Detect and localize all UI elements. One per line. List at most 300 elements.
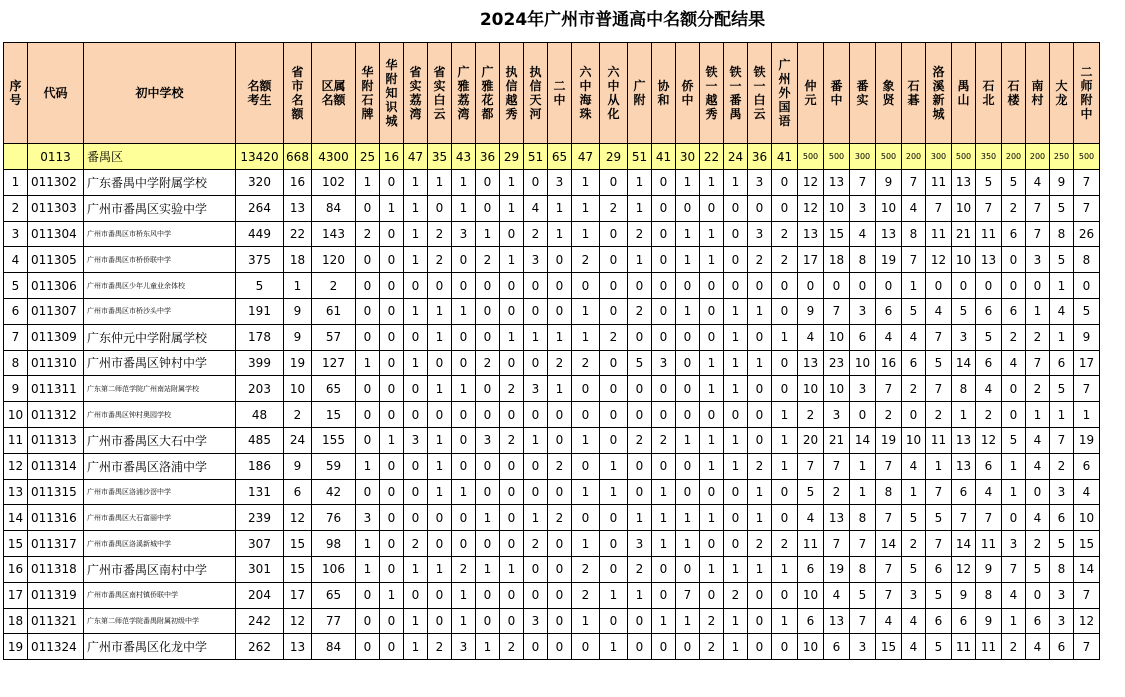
- table-cell: 1: [452, 479, 476, 505]
- column-header: [976, 43, 1002, 144]
- table-cell: 84: [312, 195, 356, 221]
- table-cell: 17: [798, 247, 824, 273]
- table-cell: 1: [676, 221, 700, 247]
- table-cell: 0: [676, 350, 700, 376]
- table-cell: 9: [284, 453, 312, 479]
- table-cell: 6: [926, 608, 952, 634]
- table-cell: 0: [1026, 273, 1050, 299]
- table-cell: 0: [700, 298, 724, 324]
- table-cell: 7: [850, 170, 876, 196]
- table-cell: 4: [926, 298, 952, 324]
- table-cell: 1: [700, 170, 724, 196]
- table-cell: 1: [476, 634, 500, 660]
- table-cell: 3: [524, 608, 548, 634]
- column-header: [748, 43, 772, 144]
- table-cell: 2: [902, 376, 926, 402]
- table-cell: 0: [428, 505, 452, 531]
- table-row: [4, 427, 1100, 453]
- table-cell: 0: [356, 427, 380, 453]
- table-cell: 0: [748, 427, 772, 453]
- school-code-cell: 011306: [28, 273, 84, 299]
- table-cell: 0: [824, 273, 850, 299]
- table-cell: 0: [748, 324, 772, 350]
- table-cell: 6: [4, 298, 28, 324]
- table-cell: 0: [700, 582, 724, 608]
- table-cell: 131: [236, 479, 284, 505]
- table-cell: 1: [428, 170, 452, 196]
- table-cell: 0: [380, 402, 404, 428]
- table-row: [4, 479, 1100, 505]
- table-cell: 14: [876, 531, 902, 557]
- table-cell: 7: [952, 505, 976, 531]
- table-cell: 1: [772, 324, 798, 350]
- table-cell: 106: [312, 556, 356, 582]
- table-cell: 19: [1074, 427, 1100, 453]
- table-cell: 5: [1074, 298, 1100, 324]
- table-cell: 7: [1026, 195, 1050, 221]
- table-cell: 9: [976, 556, 1002, 582]
- table-cell: 6: [926, 556, 952, 582]
- column-header-label: 大龙: [1055, 78, 1068, 107]
- table-cell: 0: [452, 505, 476, 531]
- table-cell: 7: [676, 582, 700, 608]
- table-cell: 2: [700, 634, 724, 660]
- table-cell: 375: [236, 247, 284, 273]
- table-cell: 3: [404, 427, 428, 453]
- table-cell: 1: [428, 376, 452, 402]
- table-cell: 1: [952, 402, 976, 428]
- table-cell: 2: [748, 247, 772, 273]
- school-name-cell: 广州市番禺区大石中学: [84, 427, 236, 453]
- table-cell: 13: [798, 350, 824, 376]
- table-cell: 1: [652, 479, 676, 505]
- table-cell: 0: [380, 453, 404, 479]
- table-cell: 5: [926, 505, 952, 531]
- table-cell: 2: [876, 402, 902, 428]
- table-cell: 3: [902, 582, 926, 608]
- table-cell: 186: [236, 453, 284, 479]
- table-cell: 1: [700, 556, 724, 582]
- column-header-label: 广州外国语: [778, 57, 791, 128]
- school-code-cell: 011317: [28, 531, 84, 557]
- table-cell: 0: [772, 505, 798, 531]
- table-cell: 77: [312, 608, 356, 634]
- summary-cell: 29: [500, 144, 524, 170]
- table-cell: 0: [652, 376, 676, 402]
- table-cell: 2: [476, 247, 500, 273]
- table-cell: 2: [428, 221, 452, 247]
- table-cell: 2: [600, 324, 628, 350]
- table-cell: 0: [476, 582, 500, 608]
- table-cell: 0: [380, 634, 404, 660]
- table-cell: 1: [524, 505, 548, 531]
- summary-cell: 番禺区: [84, 144, 236, 170]
- school-name-cell: 广东第二师范学院番禺附属初级中学: [84, 608, 236, 634]
- table-cell: 7: [1074, 376, 1100, 402]
- table-cell: 0: [356, 195, 380, 221]
- table-cell: 1: [600, 479, 628, 505]
- table-cell: 7: [876, 453, 902, 479]
- table-cell: 1: [676, 505, 700, 531]
- table-cell: 1: [1002, 608, 1026, 634]
- table-cell: 4: [1026, 634, 1050, 660]
- table-cell: 2: [628, 427, 652, 453]
- table-cell: 0: [1002, 505, 1026, 531]
- table-cell: 16: [876, 350, 902, 376]
- table-cell: 3: [748, 221, 772, 247]
- table-cell: 19: [284, 350, 312, 376]
- table-cell: 9: [976, 608, 1002, 634]
- column-header: [312, 43, 356, 144]
- table-cell: 204: [236, 582, 284, 608]
- table-cell: 7: [1026, 350, 1050, 376]
- table-cell: 5: [952, 298, 976, 324]
- table-cell: 1: [724, 324, 748, 350]
- table-cell: 0: [452, 273, 476, 299]
- school-name-cell: 广州市番禺区市桥东风中学: [84, 221, 236, 247]
- table-cell: 2: [1002, 634, 1026, 660]
- table-cell: 2: [476, 350, 500, 376]
- table-cell: 1: [356, 453, 380, 479]
- table-cell: 26: [1074, 221, 1100, 247]
- table-cell: 2: [798, 402, 824, 428]
- table-cell: 0: [380, 376, 404, 402]
- table-cell: 19: [4, 634, 28, 660]
- table-cell: 0: [1026, 479, 1050, 505]
- table-cell: 4: [876, 608, 902, 634]
- table-row: [4, 402, 1100, 428]
- column-header-label: 六中从化: [607, 64, 620, 121]
- table-cell: 1: [284, 273, 312, 299]
- column-header-label: 协和: [657, 78, 670, 107]
- table-cell: 8: [952, 376, 976, 402]
- table-cell: 11: [926, 221, 952, 247]
- table-cell: 127: [312, 350, 356, 376]
- table-cell: 0: [676, 453, 700, 479]
- table-cell: 16: [284, 170, 312, 196]
- column-header-label: 石楼: [1007, 78, 1020, 107]
- table-cell: 8: [1074, 247, 1100, 273]
- table-cell: 1: [724, 634, 748, 660]
- district-summary-row: [4, 144, 1100, 170]
- column-header-label: 省市名额: [291, 64, 304, 121]
- table-cell: 0: [452, 247, 476, 273]
- school-name-cell: 广州市番禺区南村镇侨联中学: [84, 582, 236, 608]
- table-cell: 1: [676, 427, 700, 453]
- school-code-cell: 011324: [28, 634, 84, 660]
- table-cell: 0: [404, 505, 428, 531]
- table-cell: 120: [312, 247, 356, 273]
- table-cell: 5: [926, 634, 952, 660]
- table-cell: 8: [876, 479, 902, 505]
- table-cell: 2: [824, 479, 850, 505]
- table-cell: 10: [824, 195, 850, 221]
- table-cell: 2: [500, 376, 524, 402]
- table-cell: 6: [902, 350, 926, 376]
- table-cell: 3: [476, 427, 500, 453]
- table-cell: 7: [976, 505, 1002, 531]
- column-header: [652, 43, 676, 144]
- column-header: [926, 43, 952, 144]
- table-cell: 2: [772, 531, 798, 557]
- table-cell: 0: [380, 350, 404, 376]
- table-cell: 0: [500, 221, 524, 247]
- table-cell: 13: [4, 479, 28, 505]
- table-cell: 12: [284, 608, 312, 634]
- table-row: [4, 505, 1100, 531]
- table-cell: 0: [676, 273, 700, 299]
- table-cell: 1: [380, 427, 404, 453]
- summary-cell: 51: [628, 144, 652, 170]
- table-cell: 7: [876, 505, 902, 531]
- table-cell: 0: [652, 324, 676, 350]
- table-cell: 17: [4, 582, 28, 608]
- table-cell: 1: [404, 556, 428, 582]
- table-cell: 12: [976, 427, 1002, 453]
- table-cell: 7: [1050, 427, 1074, 453]
- table-cell: 57: [312, 324, 356, 350]
- table-cell: 0: [356, 634, 380, 660]
- table-row: [4, 453, 1100, 479]
- table-cell: 1: [356, 531, 380, 557]
- table-row: [4, 298, 1100, 324]
- summary-cell: 500: [824, 144, 850, 170]
- table-cell: 2: [1026, 376, 1050, 402]
- table-cell: 3: [452, 221, 476, 247]
- table-cell: 42: [312, 479, 356, 505]
- table-cell: 1: [628, 170, 652, 196]
- table-cell: 1: [748, 298, 772, 324]
- school-code-cell: 011312: [28, 402, 84, 428]
- column-header-label: 洛溪新城: [932, 64, 945, 121]
- table-cell: 1: [700, 505, 724, 531]
- quota-table: [3, 42, 1100, 660]
- table-cell: 11: [976, 221, 1002, 247]
- table-cell: 4: [902, 453, 926, 479]
- column-header: [380, 43, 404, 144]
- table-cell: 1: [628, 505, 652, 531]
- summary-cell: 43: [452, 144, 476, 170]
- table-cell: 0: [476, 195, 500, 221]
- column-header-label: 象贤: [882, 78, 895, 107]
- table-cell: 307: [236, 531, 284, 557]
- table-cell: 242: [236, 608, 284, 634]
- table-cell: 10: [1074, 505, 1100, 531]
- table-cell: 102: [312, 170, 356, 196]
- column-header: [1002, 43, 1026, 144]
- table-cell: 1: [404, 195, 428, 221]
- column-header-label: 广雅荔湾: [457, 64, 470, 121]
- table-cell: 0: [600, 427, 628, 453]
- table-cell: 0: [748, 376, 772, 402]
- column-header-label: 华附知识城: [385, 57, 398, 128]
- table-cell: 7: [926, 531, 952, 557]
- table-cell: 8: [850, 556, 876, 582]
- table-cell: 12: [798, 195, 824, 221]
- column-header-label: 区属名额: [321, 78, 346, 107]
- table-cell: 9: [284, 298, 312, 324]
- column-header: [798, 43, 824, 144]
- column-header-label: 侨中: [681, 78, 694, 107]
- table-cell: 10: [798, 582, 824, 608]
- column-header: [4, 43, 28, 144]
- table-cell: 1: [772, 608, 798, 634]
- table-cell: 0: [452, 324, 476, 350]
- table-cell: 1: [476, 556, 500, 582]
- school-name-cell: 广州市番禺区钟村中学: [84, 350, 236, 376]
- table-cell: 3: [1050, 582, 1074, 608]
- table-cell: 10: [824, 376, 850, 402]
- table-cell: 0: [652, 221, 676, 247]
- school-code-cell: 011315: [28, 479, 84, 505]
- table-cell: 6: [850, 324, 876, 350]
- table-cell: 0: [600, 402, 628, 428]
- table-cell: 0: [380, 170, 404, 196]
- table-cell: 0: [652, 453, 676, 479]
- table-cell: 262: [236, 634, 284, 660]
- table-cell: 0: [850, 273, 876, 299]
- table-cell: 1: [404, 247, 428, 273]
- table-cell: 0: [428, 273, 452, 299]
- column-header: [236, 43, 284, 144]
- table-cell: 0: [724, 505, 748, 531]
- table-cell: 1: [548, 221, 572, 247]
- table-cell: 3: [824, 402, 850, 428]
- table-cell: 0: [628, 324, 652, 350]
- school-code-cell: 011313: [28, 427, 84, 453]
- table-cell: 0: [628, 479, 652, 505]
- table-cell: 0: [652, 582, 676, 608]
- table-cell: 0: [676, 376, 700, 402]
- table-cell: 9: [798, 298, 824, 324]
- table-cell: 20: [798, 427, 824, 453]
- table-cell: 0: [676, 634, 700, 660]
- table-row: [4, 556, 1100, 582]
- table-cell: 6: [1026, 608, 1050, 634]
- table-cell: 0: [700, 324, 724, 350]
- table-cell: 0: [476, 324, 500, 350]
- summary-cell: 13420: [236, 144, 284, 170]
- table-cell: 13: [952, 427, 976, 453]
- column-header-label: 广附: [633, 78, 646, 107]
- table-cell: 1: [500, 247, 524, 273]
- table-cell: 4: [976, 479, 1002, 505]
- summary-cell: 47: [404, 144, 428, 170]
- table-cell: 2: [748, 453, 772, 479]
- table-cell: 11: [4, 427, 28, 453]
- table-cell: 2: [284, 402, 312, 428]
- table-cell: 10: [876, 195, 902, 221]
- page-title: 2024年广州市普通高中名额分配结果: [479, 10, 766, 30]
- table-cell: 0: [476, 453, 500, 479]
- summary-cell: 668: [284, 144, 312, 170]
- table-cell: 13: [284, 195, 312, 221]
- table-cell: 0: [548, 402, 572, 428]
- table-cell: 7: [798, 453, 824, 479]
- school-name-cell: 广东番禺中学附属学校: [84, 170, 236, 196]
- table-cell: 4: [1026, 427, 1050, 453]
- column-header-label: 执信天河: [529, 64, 542, 121]
- table-cell: 14: [850, 427, 876, 453]
- table-cell: 15: [824, 221, 850, 247]
- table-cell: 0: [600, 170, 628, 196]
- table-cell: 0: [500, 453, 524, 479]
- table-cell: 11: [952, 634, 976, 660]
- table-cell: 0: [380, 556, 404, 582]
- table-cell: 12: [798, 170, 824, 196]
- table-cell: 19: [876, 247, 902, 273]
- table-cell: 3: [850, 298, 876, 324]
- school-code-cell: 011304: [28, 221, 84, 247]
- table-cell: 0: [500, 582, 524, 608]
- table-cell: 1: [404, 170, 428, 196]
- column-header-label: 华附石牌: [361, 64, 374, 121]
- table-cell: 13: [876, 221, 902, 247]
- table-cell: 1: [628, 247, 652, 273]
- table-cell: 10: [952, 247, 976, 273]
- column-header-label: 二中: [553, 78, 566, 107]
- table-cell: 21: [824, 427, 850, 453]
- table-cell: 5: [976, 170, 1002, 196]
- table-cell: 7: [1074, 170, 1100, 196]
- table-cell: 0: [600, 505, 628, 531]
- table-cell: 3: [652, 350, 676, 376]
- table-cell: 0: [676, 479, 700, 505]
- table-cell: 5: [4, 273, 28, 299]
- table-cell: 9: [876, 170, 902, 196]
- table-cell: 18: [824, 247, 850, 273]
- table-cell: 5: [902, 505, 926, 531]
- table-cell: 0: [600, 608, 628, 634]
- column-header-label: 广雅花都: [481, 64, 494, 121]
- table-cell: 1: [676, 298, 700, 324]
- table-cell: 0: [356, 402, 380, 428]
- table-cell: 0: [724, 273, 748, 299]
- school-code-cell: 011307: [28, 298, 84, 324]
- summary-cell: 4300: [312, 144, 356, 170]
- table-cell: 4: [850, 221, 876, 247]
- table-cell: 0: [724, 247, 748, 273]
- table-cell: 0: [404, 376, 428, 402]
- table-cell: 0: [772, 634, 798, 660]
- table-cell: 0: [476, 298, 500, 324]
- table-cell: 0: [652, 195, 676, 221]
- table-cell: 1: [724, 350, 748, 376]
- table-cell: 1: [452, 582, 476, 608]
- table-cell: 0: [356, 247, 380, 273]
- summary-cell: 200: [902, 144, 926, 170]
- table-cell: 6: [952, 479, 976, 505]
- table-cell: 1: [748, 505, 772, 531]
- table-cell: 0: [850, 402, 876, 428]
- table-cell: 1: [700, 376, 724, 402]
- table-cell: 1: [404, 634, 428, 660]
- summary-cell: 35: [428, 144, 452, 170]
- table-cell: 1: [428, 324, 452, 350]
- table-cell: 5: [1002, 427, 1026, 453]
- table-cell: 0: [628, 453, 652, 479]
- table-cell: 1: [1050, 402, 1074, 428]
- header-row: [4, 43, 1100, 144]
- table-cell: 0: [380, 531, 404, 557]
- summary-cell: 65: [548, 144, 572, 170]
- table-cell: 22: [284, 221, 312, 247]
- table-cell: 7: [1074, 634, 1100, 660]
- table-cell: 7: [976, 195, 1002, 221]
- school-code-cell: 011303: [28, 195, 84, 221]
- summary-cell: 25: [356, 144, 380, 170]
- table-cell: 0: [600, 247, 628, 273]
